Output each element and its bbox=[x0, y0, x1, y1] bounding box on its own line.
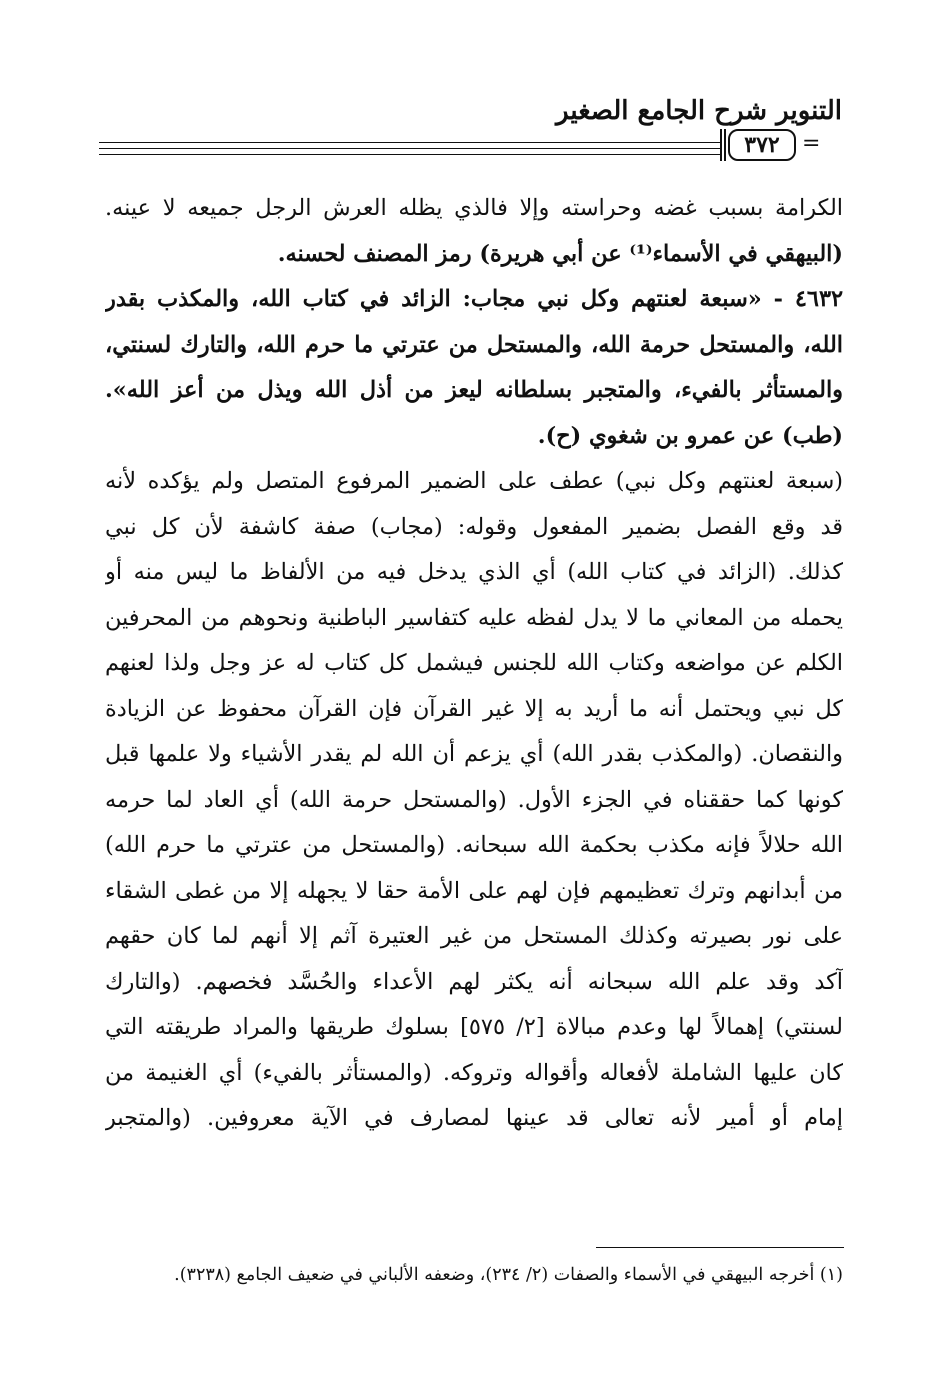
text-line: من أبدانهم وترك تعظيمهم فإن لهم على الأمة حقا لا يجهله إلا من غطى الشقاء bbox=[105, 877, 843, 904]
text-line: الكرامة بسبب غضه وحراسته وإلا فالذي يظله العرش الرجل جميعه لا عينه. bbox=[105, 195, 843, 221]
text-line: (البيهقي في الأسماء⁽¹⁾ عن أبي هريرة) رمز المصنف لحسنه. bbox=[277, 240, 843, 267]
header-mark: = bbox=[802, 131, 821, 156]
text-line: كونها كما حققناه في الجزء الأول. (والمستحل حرمة الله) أي العاد لما حرمه bbox=[105, 786, 843, 813]
text-line: على نور بصيرته وكذلك المستحل من غير العتيرة آثم إلا أنهم لما كان حقهم bbox=[105, 923, 843, 949]
header-rule bbox=[99, 142, 720, 143]
text-line: الكلم عن مواضعه وكتاب الله للجنس فيشمل كل كتاب له عز وجل ولذا لعنهم bbox=[105, 650, 843, 676]
hadith-source-line: (طب) عن عمرو بن شغوي (ح). bbox=[537, 422, 843, 449]
text-line: آكد وقد علم الله سبحانه أنه يكثر لهم الأعداء والحُسَّد فخصهم. (والتارك bbox=[105, 968, 843, 995]
header-rule bbox=[99, 148, 720, 149]
text-line: لسنتي) إهمالاً لها وعدم مبالاة [٢/ ٥٧٥] بسلوك طريقها والمراد طريقته التي bbox=[105, 1014, 843, 1040]
hadith-line: والمستأثر بالفيء، والمتجبر بسلطانه ليعز من أذل الله ويذل من أعز الله». bbox=[105, 377, 843, 403]
text-line: كان عليها الشاملة لأفعاله وأقواله وتروكه. (والمستأثر بالفيء) أي الغنيمة من bbox=[105, 1059, 843, 1086]
hadith-line: ٤٦٣٢ - «سبعة لعنتهم وكل نبي مجاب: الزائد في كتاب الله، والمكذب بقدر bbox=[105, 286, 843, 312]
page-number-bar bbox=[720, 129, 726, 161]
page-number: ٣٧٢ bbox=[728, 129, 796, 161]
main-text bbox=[105, 186, 843, 1142]
text-line: (سبعة لعنتهم وكل نبي) عطف على الضمير المرفوع المتصل ولم يؤكده لأنه bbox=[105, 468, 843, 494]
text-line: كل نبي ويحتمل أنه ما أريد به إلا غير القرآن فإن القرآن محفوظ عن الزيادة bbox=[105, 695, 843, 722]
book-title: التنوير شرح الجامع الصغير bbox=[556, 96, 842, 126]
text-line: الله حلالاً فإنه مكذب بحكمة الله سبحانه. (والمستحل من عترتي ما حرم الله) bbox=[105, 832, 843, 858]
text-line: يحمله من المعاني ما لا يدل لفظه عليه كتفاسير الباطنية ونحوهم من المحرفين bbox=[105, 604, 843, 631]
hadith-line: الله، والمستحل حرمة الله، والمستحل من عترتي ما حرم الله، والتارك لسنتي، bbox=[105, 331, 843, 358]
footnote: (١) أخرجه البيهقي في الأسماء والصفات (٢/ ٢٣٤)، وضعفه الألباني في ضعيف الجامع (٣٢٣٨). bbox=[174, 1265, 843, 1285]
text-line: كذلك. (الزائد في كتاب الله) أي الذي يدخل فيه من الألفاظ ما ليس منه أو bbox=[105, 559, 843, 585]
text-line: قد وقع الفصل بضمير المفعول وقوله: (مجاب) صفة كاشفة لأن كل نبي bbox=[105, 513, 843, 540]
footnote-rule bbox=[596, 1247, 844, 1248]
header-rule bbox=[99, 154, 720, 155]
text-line: إمام أو أمير لأنه تعالى قد عينها لمصارف في الآية معروفين. (والمتجبر bbox=[105, 1105, 843, 1131]
text-line: والنقصان. (والمكذب بقدر الله) أي يزعم أن الله لم يقدر الأشياء ولا علمها قبل bbox=[105, 741, 843, 767]
